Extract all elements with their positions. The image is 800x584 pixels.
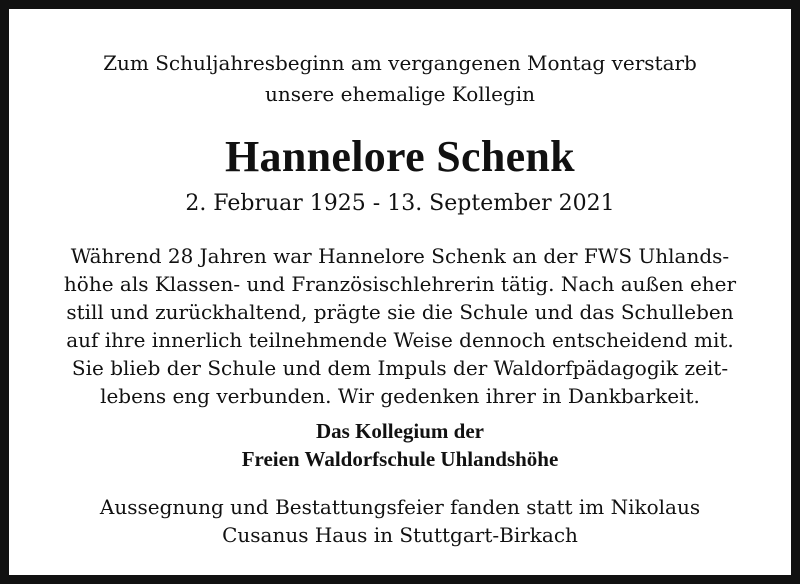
body-line-3: still und zurückhaltend, prägte sie die Schule und das Schulleben bbox=[66, 300, 734, 324]
body-line-2: höhe als Klassen- und Französischlehrerin tätig. Nach außen eher bbox=[63, 272, 737, 296]
body-line-1: Während 28 Jahren war Hannelore Schenk an der FWS Uhlands- bbox=[70, 244, 730, 268]
deceased-name: Hannelore Schenk bbox=[225, 132, 575, 181]
body-line-6: lebens eng verbunden. Wir gedenken ihrer in Dankbarkeit. bbox=[100, 384, 700, 408]
life-dates: 2. Februar 1925 - 13. September 2021 bbox=[185, 191, 615, 216]
signature-line-1: Das Kollegium der bbox=[316, 419, 484, 443]
closing-line-1: Aussegnung und Bestattungsfeier fanden statt im Nikolaus bbox=[99, 495, 701, 519]
body-line-4: auf ihre innerlich teilnehmende Weise dennoch entscheidend mit. bbox=[66, 328, 734, 352]
obituary-notice bbox=[18, 18, 782, 566]
closing-line-2: Cusanus Haus in Stuttgart-Birkach bbox=[222, 523, 578, 547]
intro-line-2: unsere ehemalige Kollegin bbox=[265, 82, 535, 106]
body-line-5: Sie blieb der Schule und dem Impuls der Waldorfpädagogik zeit- bbox=[71, 356, 729, 380]
intro-line-1: Zum Schuljahresbeginn am vergangenen Montag verstarb bbox=[103, 51, 697, 75]
signature-line-2: Freien Waldorfschule Uhlandshöhe bbox=[241, 447, 559, 471]
